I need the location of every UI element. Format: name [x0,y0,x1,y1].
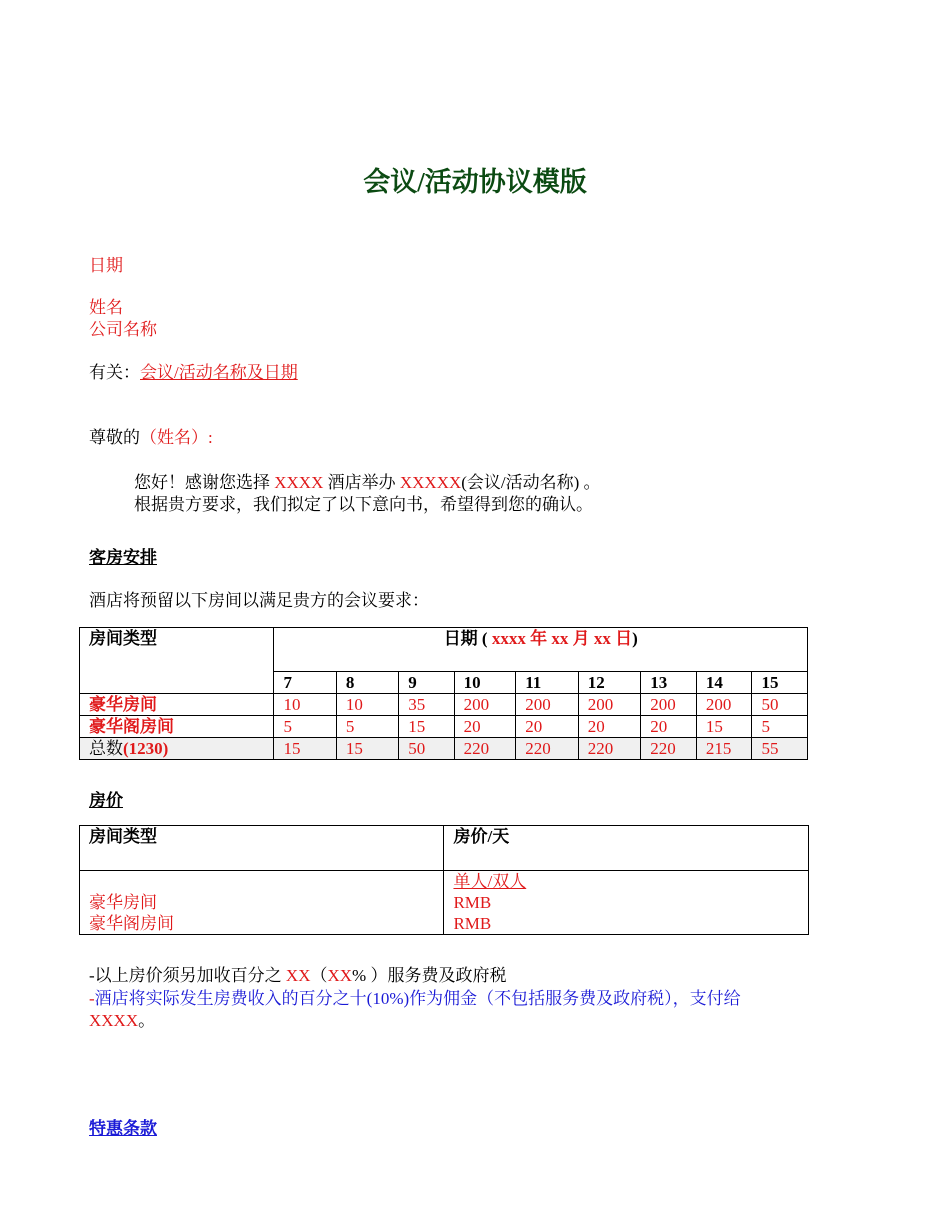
room-count-cell: 20 [454,716,516,738]
room-rate-table [79,825,809,935]
room-count-cell: 20 [578,716,641,738]
total-count-cell: 50 [399,738,454,760]
room-count-cell: 20 [516,716,579,738]
day-cell: 13 [641,672,697,694]
room-count-cell: 200 [641,694,697,716]
total-row [80,738,808,760]
name-placeholder: 姓名 [89,298,123,317]
page-title: 会议/活动协议模版 [363,167,587,197]
room-count-cell: 5 [752,716,808,738]
rate-price-1: RMB [453,893,492,912]
room-allocation-table [79,627,808,760]
total-count-cell: 215 [696,738,752,760]
greeting-name: 姓名 [157,428,191,447]
room-count-cell: 15 [696,716,752,738]
total-count-cell: 220 [454,738,516,760]
room-count-cell: 200 [454,694,516,716]
greeting-line [89,423,213,448]
room-count-cell: 200 [516,694,579,716]
note1-a: -以上房价须另加收百分之 [89,966,282,985]
day-cell: 11 [516,672,579,694]
rooms-heading: 客房安排 [89,548,157,567]
note-line-3 [89,1006,155,1031]
room-count-cell: 5 [336,716,398,738]
date-placeholder: 日期 [89,256,123,275]
room-count-cell: 15 [399,716,454,738]
greeting-paren-open: （ [140,428,157,447]
greeting-paren-close: ）: [191,428,213,447]
room-count-cell: 5 [274,716,336,738]
rate-room-types [80,871,444,935]
room-count-cell: 200 [696,694,752,716]
total-count: (1230) [123,739,169,758]
note2-text: 酒店将实际发生房费收入的百分之十(10%)作为佣金（不包括服务费及政府税），支付给 [94,989,741,1008]
total-count-cell: 15 [336,738,398,760]
day-cell: 14 [696,672,752,694]
rate-room-type-header: 房间类型 [80,826,444,871]
room-count-cell: 200 [578,694,641,716]
room-count-cell: 35 [399,694,454,716]
note3-text: XXXX [89,1011,139,1030]
date-header [274,628,808,672]
note3-end: 。 [138,1011,156,1030]
table-row [80,716,808,738]
regarding-label: 有关： [89,363,140,382]
note1-xx2: XX [327,966,353,985]
day-cell: 8 [336,672,398,694]
room-count-cell: 10 [274,694,336,716]
day-cell: 15 [752,672,808,694]
rooms-intro: 酒店将预留以下房间以满足贵方的会议要求： [89,591,429,610]
special-terms-heading: 特惠条款 [89,1119,157,1138]
total-count-cell: 220 [516,738,579,760]
total-count-cell: 55 [752,738,808,760]
event-placeholder: XXXXX [399,473,462,492]
total-label: 总数 [89,739,123,758]
date-header-b: ) [632,629,638,648]
rate-single-double: 单人/双人 [453,872,527,891]
room-count-cell: 20 [641,716,697,738]
total-count-cell: 220 [641,738,697,760]
regarding-line [89,358,298,383]
table-row [80,694,808,716]
note2-dash: - [89,989,95,1008]
rate-price-header: 房价/天 [444,826,809,871]
note1-c: % ）服务费及政府税 [352,966,507,985]
room-count-cell: 10 [336,694,398,716]
intro-line-2: 根据贵方要求，我们拟定了以下意向书，希望得到您的确认。 [134,495,593,514]
total-count-cell: 220 [578,738,641,760]
rate-room-2: 豪华阁房间 [89,914,174,933]
note-line-1 [89,961,506,986]
day-cell: 10 [454,672,516,694]
room-type-header: 房间类型 [80,628,274,694]
intro-text-a: 您好！感谢您选择 [134,473,270,492]
company-placeholder: 公司名称 [89,320,157,339]
day-cell: 12 [578,672,641,694]
rate-prices [444,871,809,935]
rate-price-2: RMB [453,914,492,933]
note1-b: （ [310,966,328,985]
rate-room-1: 豪华房间 [89,893,157,912]
room-count-cell: 50 [752,694,808,716]
day-cell: 9 [399,672,454,694]
date-header-a: 日期 ( [443,629,488,648]
room-type-label: 豪华房间 [80,694,274,716]
greeting-prefix: 尊敬的 [89,428,140,447]
total-label-cell [80,738,274,760]
regarding-value: 会议/活动名称及日期 [140,363,298,382]
price-heading: 房价 [89,791,123,810]
total-count-cell: 15 [274,738,336,760]
date-header-red: xxxx 年 xx 月 xx 日 [491,629,633,648]
hotel-placeholder: XXXX [274,473,324,492]
note1-xx1: XX [285,966,311,985]
day-cell: 7 [274,672,336,694]
room-type-label: 豪华阁房间 [80,716,274,738]
intro-text-b: 酒店举办 [327,473,396,492]
intro-text-c: (会议/活动名称) 。 [461,473,601,492]
note-line-2 [89,984,741,1009]
